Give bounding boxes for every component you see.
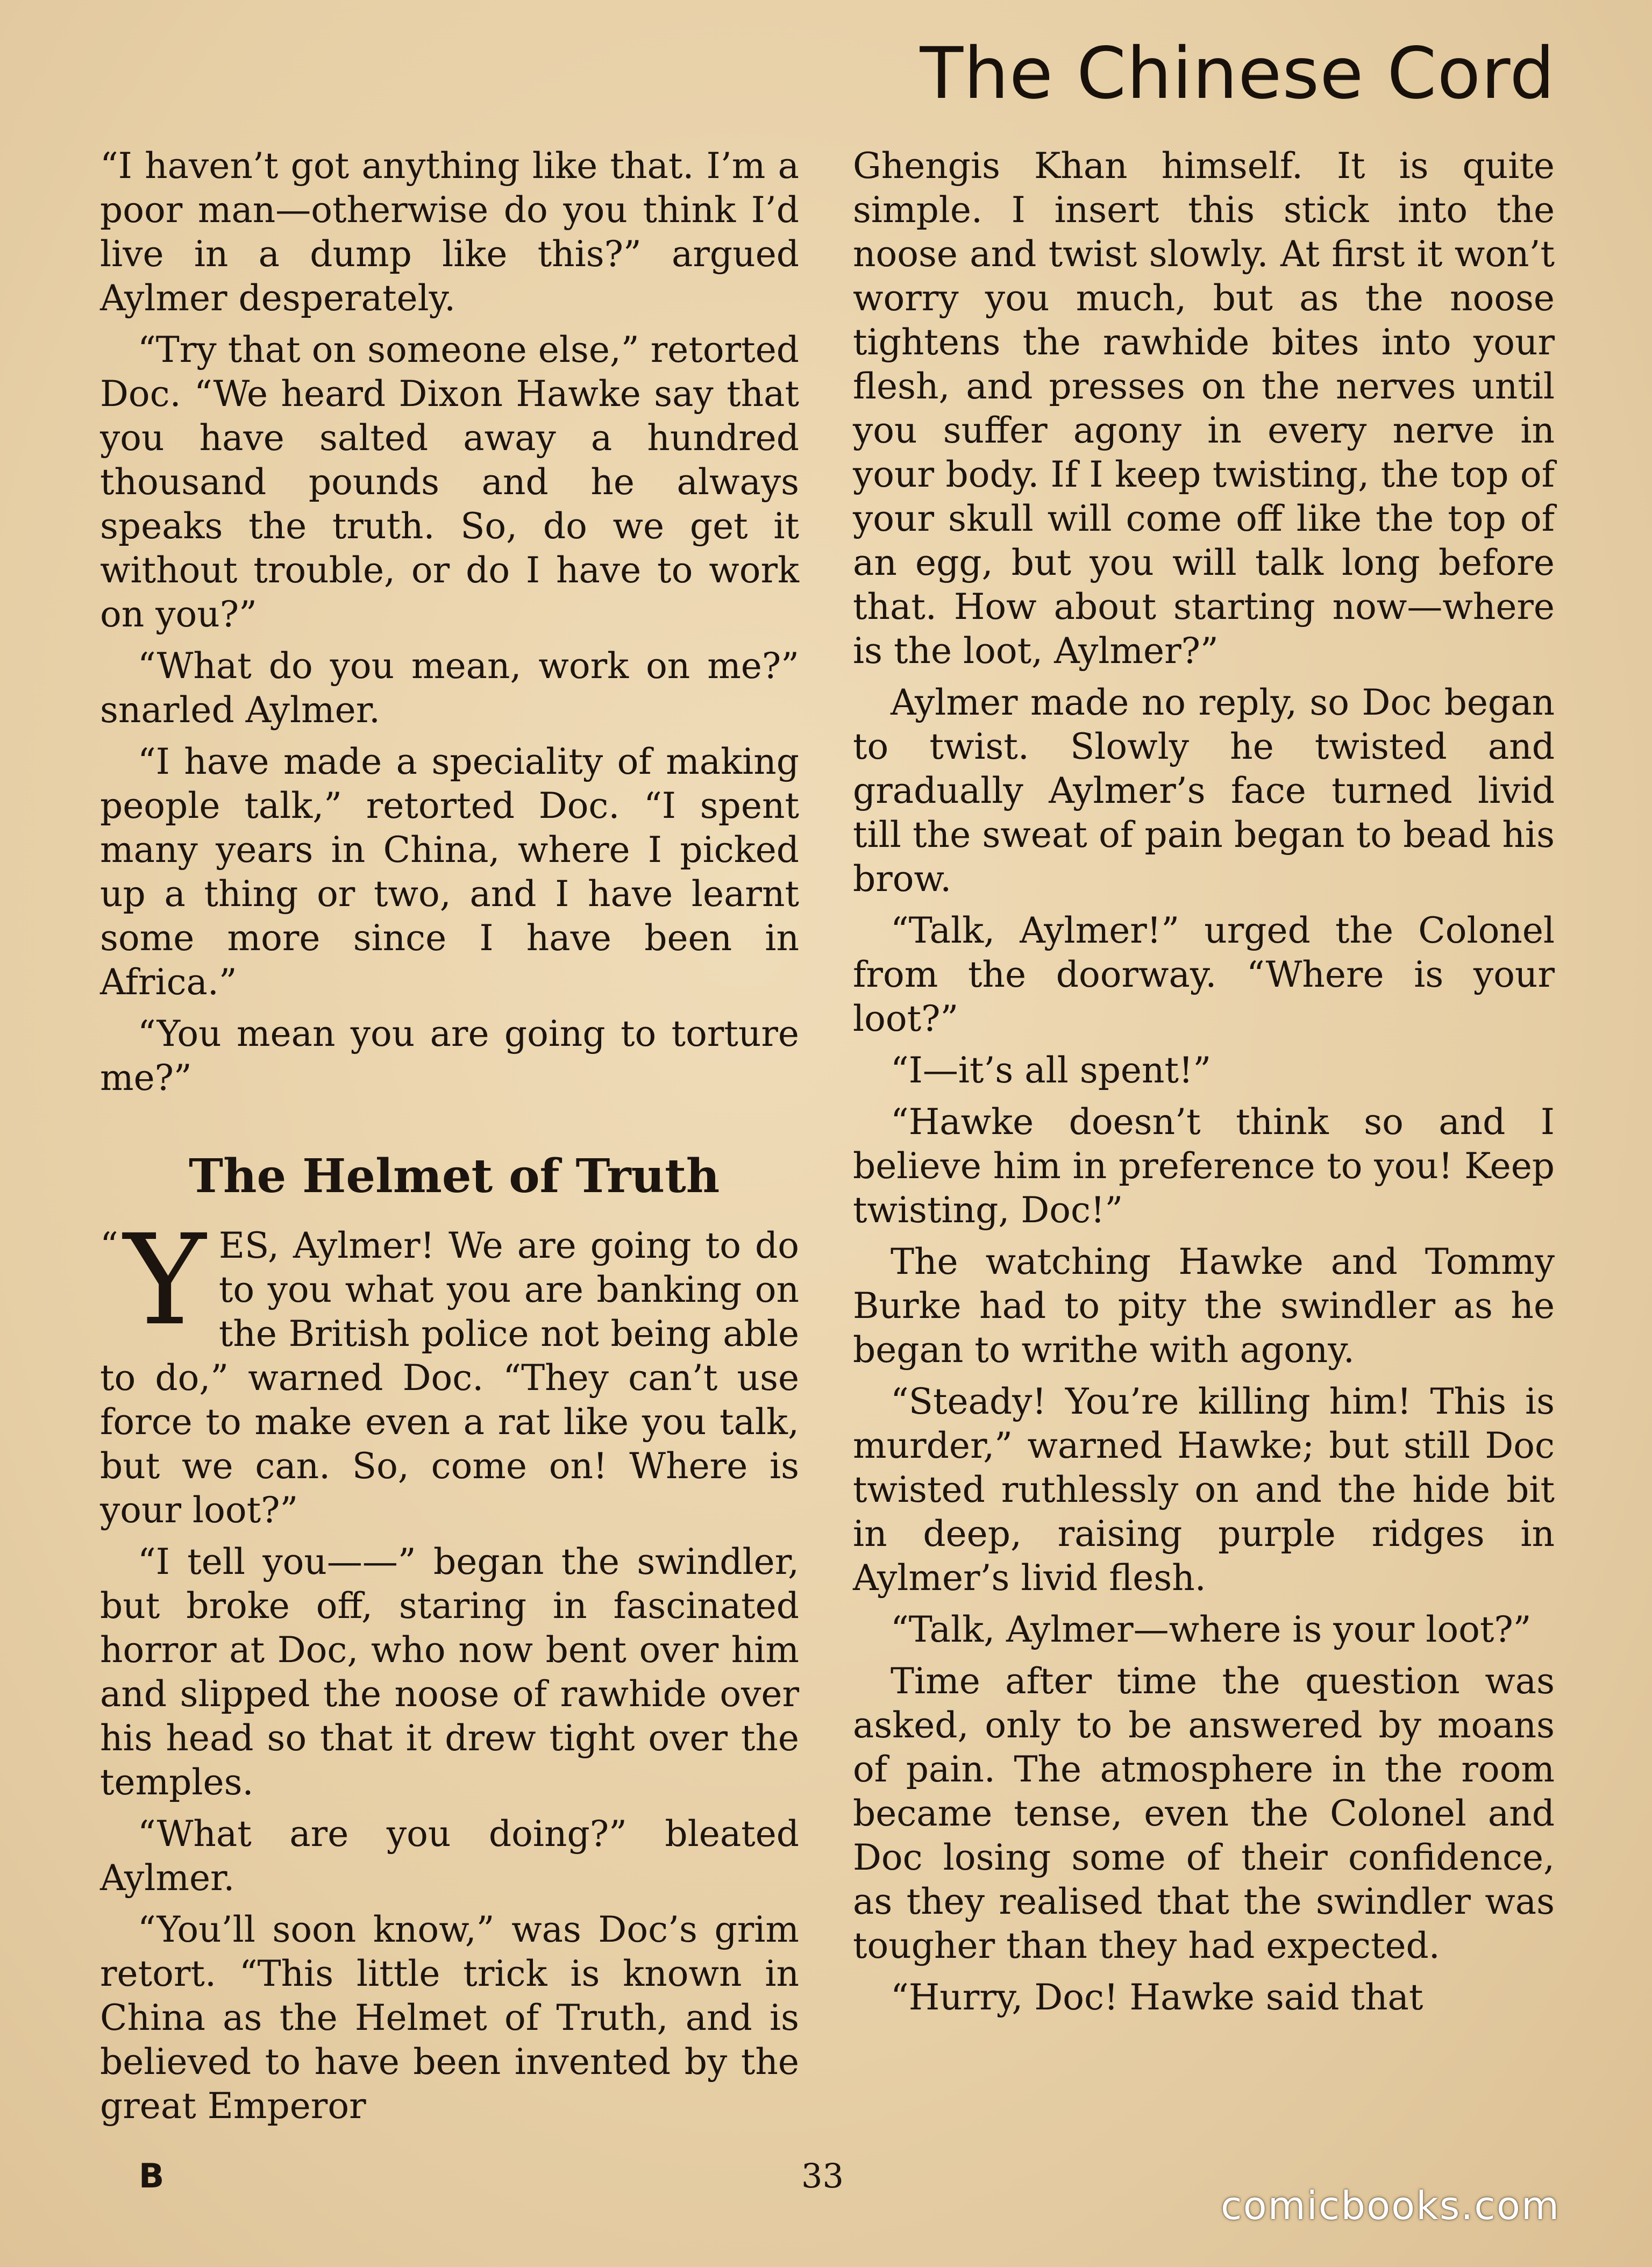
paragraph: “Hawke doesn’t think so and I believe him in preference to you! Keep twisting, Doc!”: [853, 1101, 1555, 1231]
paragraph: “Steady! You’re killing him! This is murder,” warned Hawke; but still Doc twisted ruthlessly on and the hide bit in deep, raising purple ridges in Aylmer’s livid flesh.: [853, 1381, 1555, 1599]
continued-paragraph: Ghengis Khan himself. It is quite simple. I insert this stick into the noose and twist slowly. At first it won’t worry you much, but as the noose tightens the rawhide bites into your flesh, and presses on the nerves until you suffer agony in every nerve in your body. If I keep twisting, the top of your skull will come off like the top of an egg, but you will talk long before that. How about starting now—where is the loot, Aylmer?”: [853, 145, 1555, 672]
paragraph: “I—it’s all spent!”: [891, 1050, 1212, 1091]
left-column: [100, 144, 799, 2136]
signature-mark: B: [139, 2156, 165, 2195]
paragraph: “I tell you——” began the swindler, but broke off, staring in fascinated horror at Doc, who now bent over him and slipped the noose of rawhide over his head so that it drew tight over the temples.: [100, 1541, 799, 1803]
dropcap-paragraph: [100, 1208, 799, 1532]
drop-cap-letter: Y: [123, 1208, 206, 1353]
dropcap-paragraph-text: ES, Aylmer! We are going to do to you what you are banking on the British police not being able to do,” warned Doc. “They can’t use force to make even a rat like you talk, but we can. So, come on! Where is your loot?”: [100, 1225, 799, 1531]
paragraph: “Hurry, Doc! Hawke said that: [891, 1977, 1423, 2018]
paragraph: “You mean you are going to torture me?”: [100, 1013, 799, 1099]
paragraph: The watching Hawke and Tommy Burke had to pity the swindler as he began to writhe with agony.: [853, 1241, 1555, 1371]
section-subhead: The Helmet of Truth: [189, 1149, 720, 1203]
running-head-title: The Chinese Cord: [920, 32, 1555, 115]
page-number: 33: [801, 2156, 844, 2195]
paragraph: “Try that on someone else,” retorted Doc. “We heard Dixon Hawke say that you have salted away a hundred thousand pounds and he always speaks the truth. So, do we get it without trouble, or do I have to work on you?”: [100, 329, 799, 635]
dropcap-open-quote: “: [100, 1225, 118, 1266]
watermark: comicbooks.com: [1221, 2183, 1561, 2228]
paragraph: “I haven’t got anything like that. I’m a poor man—otherwise do you think I’d live in a dump like this?” argued Aylmer desperately.: [100, 145, 799, 319]
paragraph: “What are you doing?” bleated Aylmer.: [100, 1813, 799, 1899]
paragraph: “Talk, Aylmer!” urged the Colonel from the doorway. “Where is your loot?”: [853, 910, 1555, 1039]
paragraph: Aylmer made no reply, so Doc began to twist. Slowly he twisted and gradually Aylmer’s face turned livid till the sweat of pain began to bead his brow.: [853, 682, 1555, 900]
paragraph: “What do you mean, work on me?” snarled Aylmer.: [100, 645, 799, 731]
paragraph: Time after time the question was asked, only to be answered by moans of pain. The atmosphere in the room became tense, even the Colonel and Doc losing some of their confidence, as they realised that the swindler was tougher than they had expected.: [853, 1660, 1555, 1966]
paragraph: “Talk, Aylmer—where is your loot?”: [891, 1609, 1532, 1650]
right-column: [853, 144, 1555, 2027]
paragraph: “You’ll soon know,” was Doc’s grim retort. “This little trick is known in China as the Helmet of Truth, and is believed to have been invented by the great Emperor: [100, 1909, 799, 2127]
paragraph: “I have made a speciality of making people talk,” retorted Doc. “I spent many years in China, where I picked up a thing or two, and I have learnt some more since I have been in Africa.”: [100, 741, 799, 1003]
